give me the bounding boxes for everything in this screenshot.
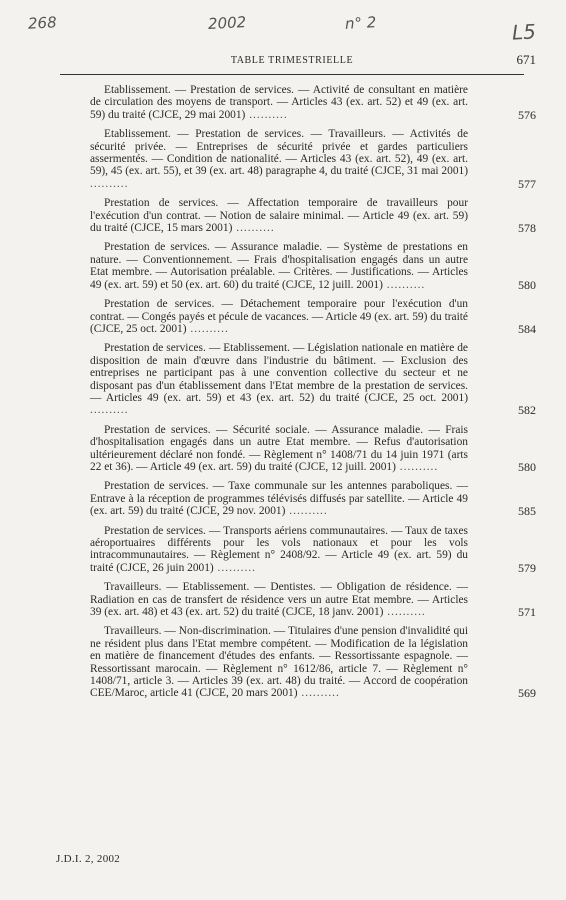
index-entry [90, 424, 536, 474]
entry-page-ref: 585 [518, 504, 536, 519]
entry-text: Travailleurs. — Non-discrimination. — Titulaires d'une pension d'invalidité qui ne résident plus dans l'Etat membre compétent. — Modification de la législation en matière de financement d'études des enfants. — Ressortissante espagnole. — Ressortissant marocain. — Règlement n° 1612/86, article 7. — Règlement n° 1408/71, article 3. — Articles 39 (ex. art. 48) du traité. — Accord de coopération CEE/Maroc, article 41 (CJCE, 20 mars 2001) .......... [90, 625, 468, 700]
index-entry [90, 581, 536, 618]
running-title: TABLE TRIMESTRIELLE [230, 55, 354, 66]
entry-text: Travailleurs. — Etablissement. — Dentistes. — Obligation de résidence. — Radiation en cas de transfert de résidence vers un autre Etat membre. — Articles 39 (ex. art. 48) et 43 (ex. art. 52) du traité (CJCE, 18 janv. 2001) .......... [90, 581, 468, 619]
dot-leader: .......... [213, 561, 257, 574]
entry-page-ref: 578 [518, 221, 536, 236]
index-entry [90, 84, 536, 121]
dot-leader: .......... [297, 687, 340, 700]
index-entries [90, 84, 536, 707]
entry-page-ref: 576 [518, 107, 536, 122]
handwritten-annotation: 2002 [207, 13, 247, 33]
index-entry [90, 525, 536, 575]
entry-page-ref: 577 [518, 176, 536, 191]
dot-leader: .......... [395, 460, 439, 473]
entry-page-ref: 584 [518, 321, 536, 336]
entry-text: Prestation de services. — Détachement temporaire pour l'exécution d'un contrat. — Congés payés et pécule de vacances. — Article 49 (ex. art. 59) du traité (CJCE, 25 oct. 2001) .......... [90, 298, 468, 335]
dot-leader: .......... [285, 505, 328, 518]
dot-leader: .......... [382, 278, 426, 291]
dot-leader: .......... [90, 177, 129, 190]
index-entry [90, 298, 536, 335]
page-number: 671 [516, 52, 536, 67]
entry-text: Prestation de services. — Sécurité sociale. — Assurance maladie. — Frais d'hospitalisation engagés dans un autre Etat membre. — Refus d'autorisation ultérieurement déclaré non fondé. — Règlement n° 1408/71 du 14 juin 1971 (arts 22 et 36). — Article 49 (ex. art. 59) du traité (CJCE, 12 juill. 2001) .......... [90, 423, 468, 473]
index-entry [90, 342, 536, 416]
entry-text: Etablissement. — Prestation de services. — Travailleurs. — Activités de sécurité privée. — Entreprises de sécurité privée et gardes particuliers assermentés. — Condition de nationalité. — Articles 43 (ex. art. 52), 49 (ex. art. 59), 45 (ex. art. 55), et 39 (ex. art. 48) paragraphe 4, du traité (CJCE, 31 mai 2001) .......... [90, 128, 468, 190]
entry-text: Etablissement. — Prestation de services. — Activité de consultant en matière de circulation des moyens de transport. — Articles 43 (ex. art. 52) et 49 (ex. art. 59) du traité (CJCE, 29 mai 2001) .......... [90, 84, 468, 121]
entry-page-ref: 569 [518, 686, 536, 701]
entry-text: Prestation de services. — Affectation temporaire de travailleurs pour l'exécution d'un contrat. — Notion de salaire minimal. — Article 49 (ex. art. 59) du traité (CJCE, 15 mars 2001) .......... [90, 197, 468, 235]
dot-leader: .......... [383, 606, 426, 619]
entry-text: Prestation de services. — Taxe communale sur les antennes paraboliques. — Entrave à la réception de programmes télévisés diffusés par satellite. — Article 49 (ex. art. 59) du traité (CJCE, 29 nov. 2001) .......... [90, 480, 468, 518]
entry-page-ref: 582 [518, 403, 536, 418]
entry-text: Prestation de services. — Assurance maladie. — Système de prestations en nature. — Conventionnement. — Frais d'hospitalisation engagés dans un autre Etat membre. — Autorisation préalable. — Critères. — Justifications. — Articles 49 (ex. art. 59) et 50 (ex. art. 60) du traité (CJCE, 12 juill. 2001) .......... [90, 241, 468, 291]
entry-page-ref: 580 [518, 459, 536, 474]
journal-citation: J.D.I. 2, 2002 [56, 853, 121, 865]
index-entry [90, 625, 536, 699]
dot-leader: .......... [90, 404, 129, 417]
handwritten-annotation: L5 [511, 19, 537, 45]
handwritten-annotation: 268 [27, 13, 58, 33]
entry-page-ref: 580 [518, 277, 536, 292]
page-header [60, 52, 536, 75]
index-entry [90, 197, 536, 234]
index-entry [90, 480, 536, 517]
handwritten-annotation: n° 2 [344, 13, 377, 33]
dot-leader: .......... [245, 108, 288, 121]
entry-page-ref: 571 [518, 605, 536, 620]
dot-leader: .......... [186, 322, 229, 335]
entry-page-ref: 579 [518, 560, 536, 575]
index-entry [90, 128, 536, 190]
dot-leader: .......... [232, 222, 275, 235]
entry-text: Prestation de services. — Etablissement. — Législation nationale en matière de disposition de main d'œuvre dans l'industrie du bâtiment. — Exclusion des entreprises ne participant pas à une convention collective du secteur et ne disposant pas d'un établissement dans l'Etat membre de la prestation de services. — Articles 49 (ex. art. 59) et 43 (ex. art. 52) du traité (CJCE, 25 oct. 2001) .......... [90, 342, 468, 417]
entry-text: Prestation de services. — Transports aériens communautaires. — Taux de taxes aéroportuaires différents pour les vols nationaux et pour les vols intracommunautaires. — Règlement n° 2408/92. — Article 49 (ex. art. 59) du traité (CJCE, 26 juin 2001) .......... [90, 524, 468, 574]
index-entry [90, 241, 536, 291]
